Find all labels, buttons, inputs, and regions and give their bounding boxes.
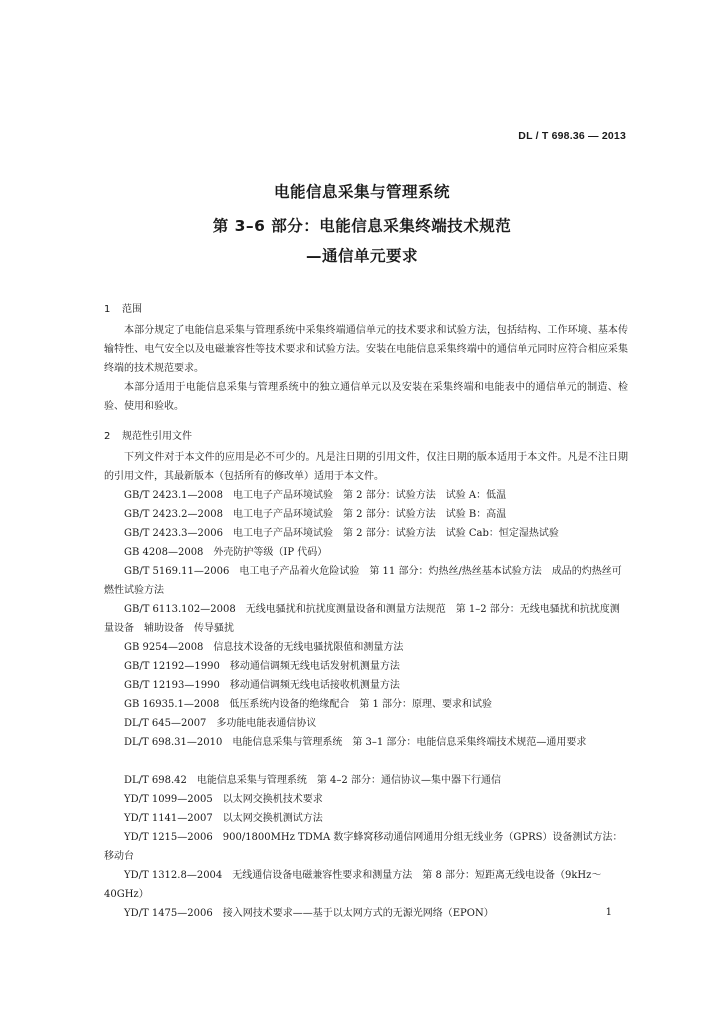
reference-item: GB/T 5169.11—2006 电工电子产品着火危险试验 第 11 部分：灼热丝/热丝基本试验方法 成品的灼热丝可燃性试验方法 [104, 566, 622, 596]
reference-item: DL/T 698.42 电能信息采集与管理系统 第 4–2 部分：通信协议—集中器下行通信 [124, 775, 501, 786]
title-line-2: 第 3–6 部分：电能信息采集终端技术规范 [212, 217, 512, 235]
reference-item: DL/T 698.31—2010 电能信息采集与管理系统 第 3–1 部分：电能信息采集终端技术规范—通用要求 [124, 737, 587, 748]
reference-item: YD/T 1215—2006 900/1800MHz TDMA 数字蜂窝移动通信网通用分组无线业务（GPRS）设备测试方法：移动台 [104, 832, 623, 862]
reference-item: GB/T 6113.102—2008 无线电骚扰和抗扰度测量设备和测量方法规范 第 1–2 部分：无线电骚扰和抗扰度测量设备 辅助设备 传导骚扰 [104, 604, 620, 634]
section-number: 2 [104, 431, 111, 442]
section-number: 1 [104, 304, 111, 315]
title-line-3: —通信单元要求 [305, 247, 418, 265]
reference-item: YD/T 1312.8—2004 无线通信设备电磁兼容性要求和测量方法 第 8 部分：短距离无线电设备（9kHz～40GHz） [104, 870, 602, 900]
section-2-heading [104, 427, 192, 442]
reference-item: GB 9254—2008 信息技术设备的无线电骚扰限值和测量方法 [124, 642, 404, 653]
title-line-1: 电能信息采集与管理系统 [273, 183, 450, 201]
reference-item: YD/T 1099—2005 以太网交换机技术要求 [124, 794, 323, 805]
section-title: 规范性引用文件 [122, 431, 192, 442]
reference-item: GB 16935.1—2008 低压系统内设备的绝缘配合 第 1 部分：原理、要求和试验 [124, 699, 493, 710]
reference-item: GB/T 2423.1—2008 电工电子产品环境试验 第 2 部分：试验方法 试验 A：低温 [124, 490, 507, 501]
reference-item: GB/T 12193—1990 移动通信调频无线电话接收机测量方法 [124, 680, 400, 691]
reference-item: GB/T 12192—1990 移动通信调频无线电话发射机测量方法 [124, 661, 400, 672]
reference-item: GB 4208—2008 外壳防护等级（IP 代码） [124, 547, 328, 558]
scope-paragraph-1: 本部分规定了电能信息采集与管理系统中采集终端通信单元的技术要求和试验方法，包括结构、工作环境、基本传输特性、电气安全以及电磁兼容性等技术要求和试验方法。安装在电能信息采集终端中的通信单元同时应符合相应采集终端的技术规范要求。 [104, 325, 628, 374]
reference-item: YD/T 1475—2006 接入网技术要求——基于以太网方式的无源光网络（EPON） [124, 908, 494, 919]
reference-item: DL/T 645—2007 多功能电能表通信协议 [124, 718, 317, 729]
section-title: 范围 [122, 304, 142, 315]
reference-item: GB/T 2423.2—2008 电工电子产品环境试验 第 2 部分：试验方法 试验 B：高温 [124, 509, 507, 520]
standard-code: DL / T 698.36 — 2013 [518, 130, 626, 142]
page-number: 1 [605, 907, 612, 918]
references-intro: 下列文件对于本文件的应用是必不可少的。凡是注日期的引用文件，仅注日期的版本适用于本文件。凡是不注日期的引用文件，其最新版本（包括所有的修改单）适用于本文件。 [104, 452, 628, 482]
reference-item: YD/T 1141—2007 以太网交换机测试方法 [124, 813, 323, 824]
section-1-heading [104, 300, 142, 315]
scope-paragraph-2: 本部分适用于电能信息采集与管理系统中的独立通信单元以及安装在采集终端和电能表中的通信单元的制造、检验、使用和验收。 [104, 382, 628, 412]
reference-item: GB/T 2423.3—2006 电工电子产品环境试验 第 2 部分：试验方法 试验 Cab：恒定湿热试验 [124, 528, 559, 539]
